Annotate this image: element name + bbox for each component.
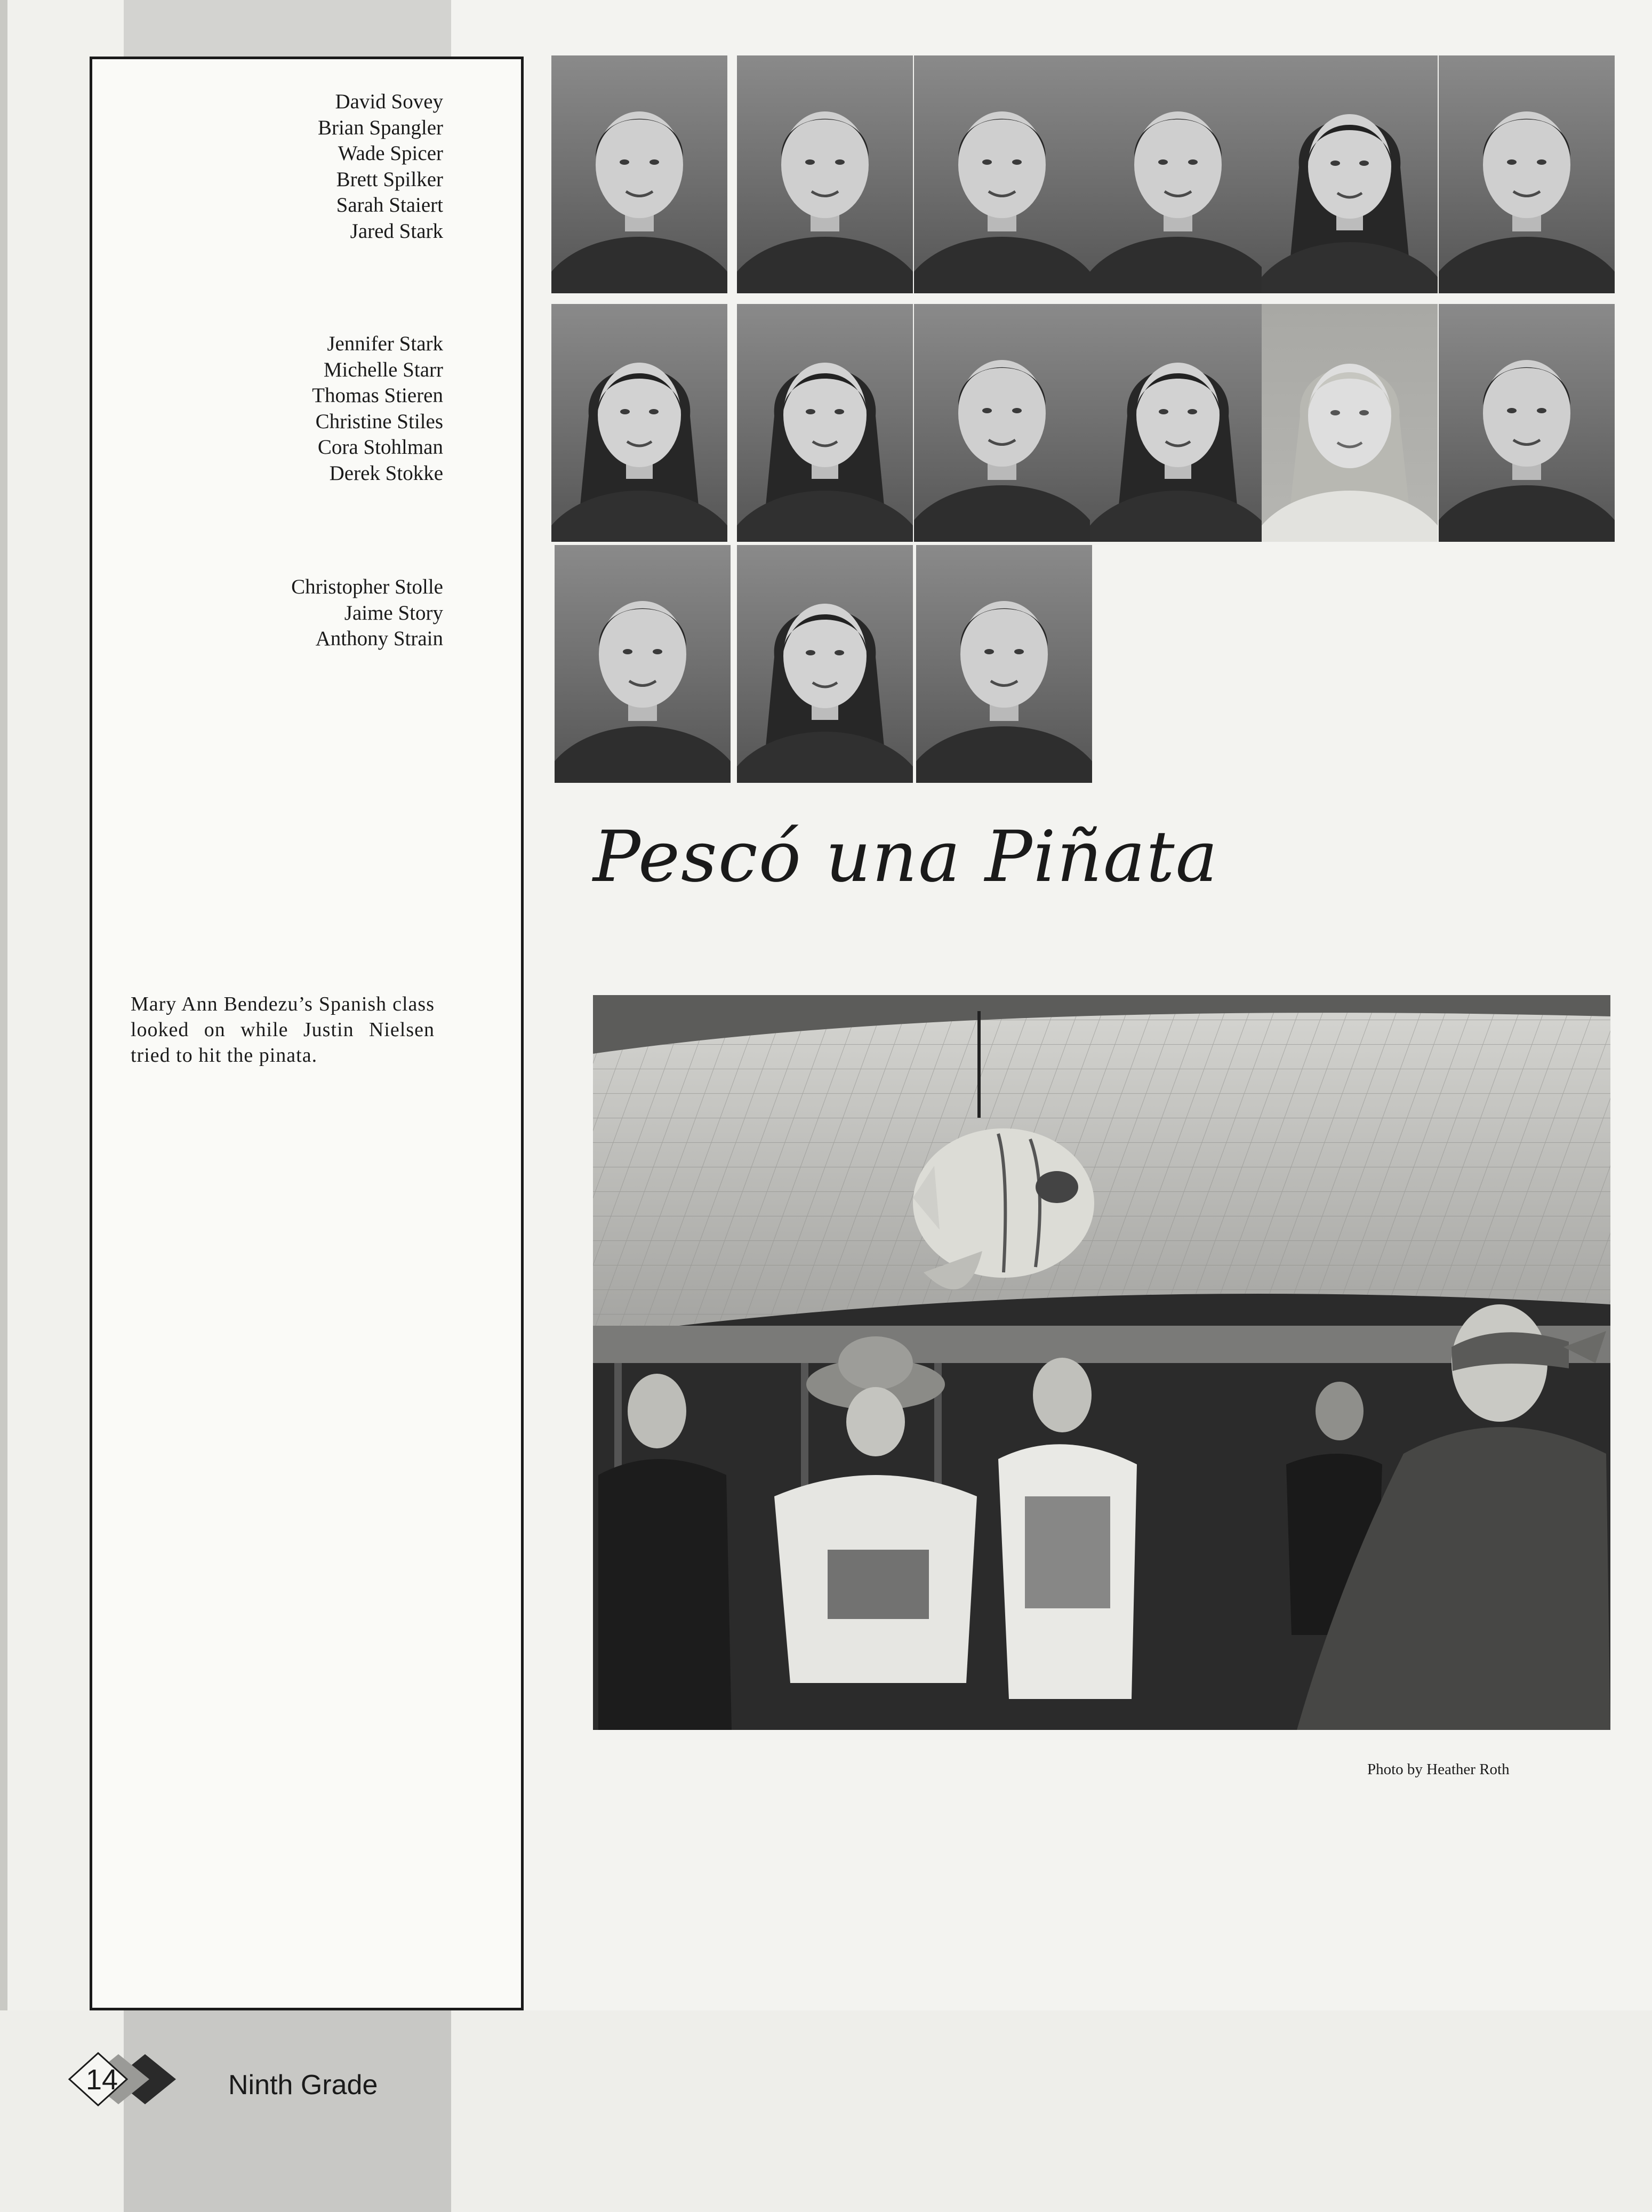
student-portrait <box>916 545 1092 783</box>
student-name: Wade Spicer <box>338 142 443 165</box>
student-portrait <box>555 545 731 783</box>
student-portrait <box>1090 55 1266 293</box>
student-portrait <box>1439 55 1615 293</box>
student-name: Jared Stark <box>350 219 443 243</box>
section-label: Ninth Grade <box>228 2070 378 2101</box>
student-portrait <box>1262 304 1438 542</box>
student-name: Jaime Story <box>344 601 443 624</box>
student-portrait <box>737 55 913 293</box>
pinata-photo <box>593 995 1610 1730</box>
student-name: Brian Spangler <box>317 116 443 139</box>
page-number: 14 <box>85 2064 118 2096</box>
student-portrait <box>914 55 1090 293</box>
photo-credit: Photo by Heather Roth <box>1367 1761 1510 1778</box>
student-name: Jennifer Stark <box>327 332 443 355</box>
name-group-row-2 <box>312 331 443 486</box>
student-portrait <box>737 545 913 783</box>
student-name: Brett Spilker <box>336 167 443 191</box>
student-portrait <box>551 304 727 542</box>
bottom-gray-band <box>124 2010 451 2212</box>
name-group-row-1 <box>318 89 443 244</box>
student-portrait <box>1439 304 1615 542</box>
student-portrait <box>737 304 913 542</box>
photo-caption: Mary Ann Bendezu’s Spanish class looked on while Justin Nielsen tried to hit the pinata. <box>131 993 435 1067</box>
student-name: Anthony Strain <box>315 627 443 650</box>
name-group-row-3 <box>291 574 443 652</box>
student-portrait <box>1262 55 1438 293</box>
student-name-panel <box>90 57 524 2010</box>
student-name: Thomas Stieren <box>312 384 443 407</box>
student-name: David Sovey <box>335 90 443 113</box>
student-portrait <box>551 55 727 293</box>
page-title: Pescó una Piñata <box>593 816 1219 898</box>
page-edge <box>0 0 7 2212</box>
student-name: Cora Stohlman <box>317 436 443 459</box>
student-name: Michelle Starr <box>323 358 443 381</box>
student-name: Christopher Stolle <box>291 575 443 598</box>
student-portrait <box>1090 304 1266 542</box>
student-portrait <box>914 304 1090 542</box>
student-name: Derek Stokke <box>329 461 443 485</box>
student-name: Christine Stiles <box>315 410 443 433</box>
student-name: Sarah Staiert <box>336 194 443 217</box>
